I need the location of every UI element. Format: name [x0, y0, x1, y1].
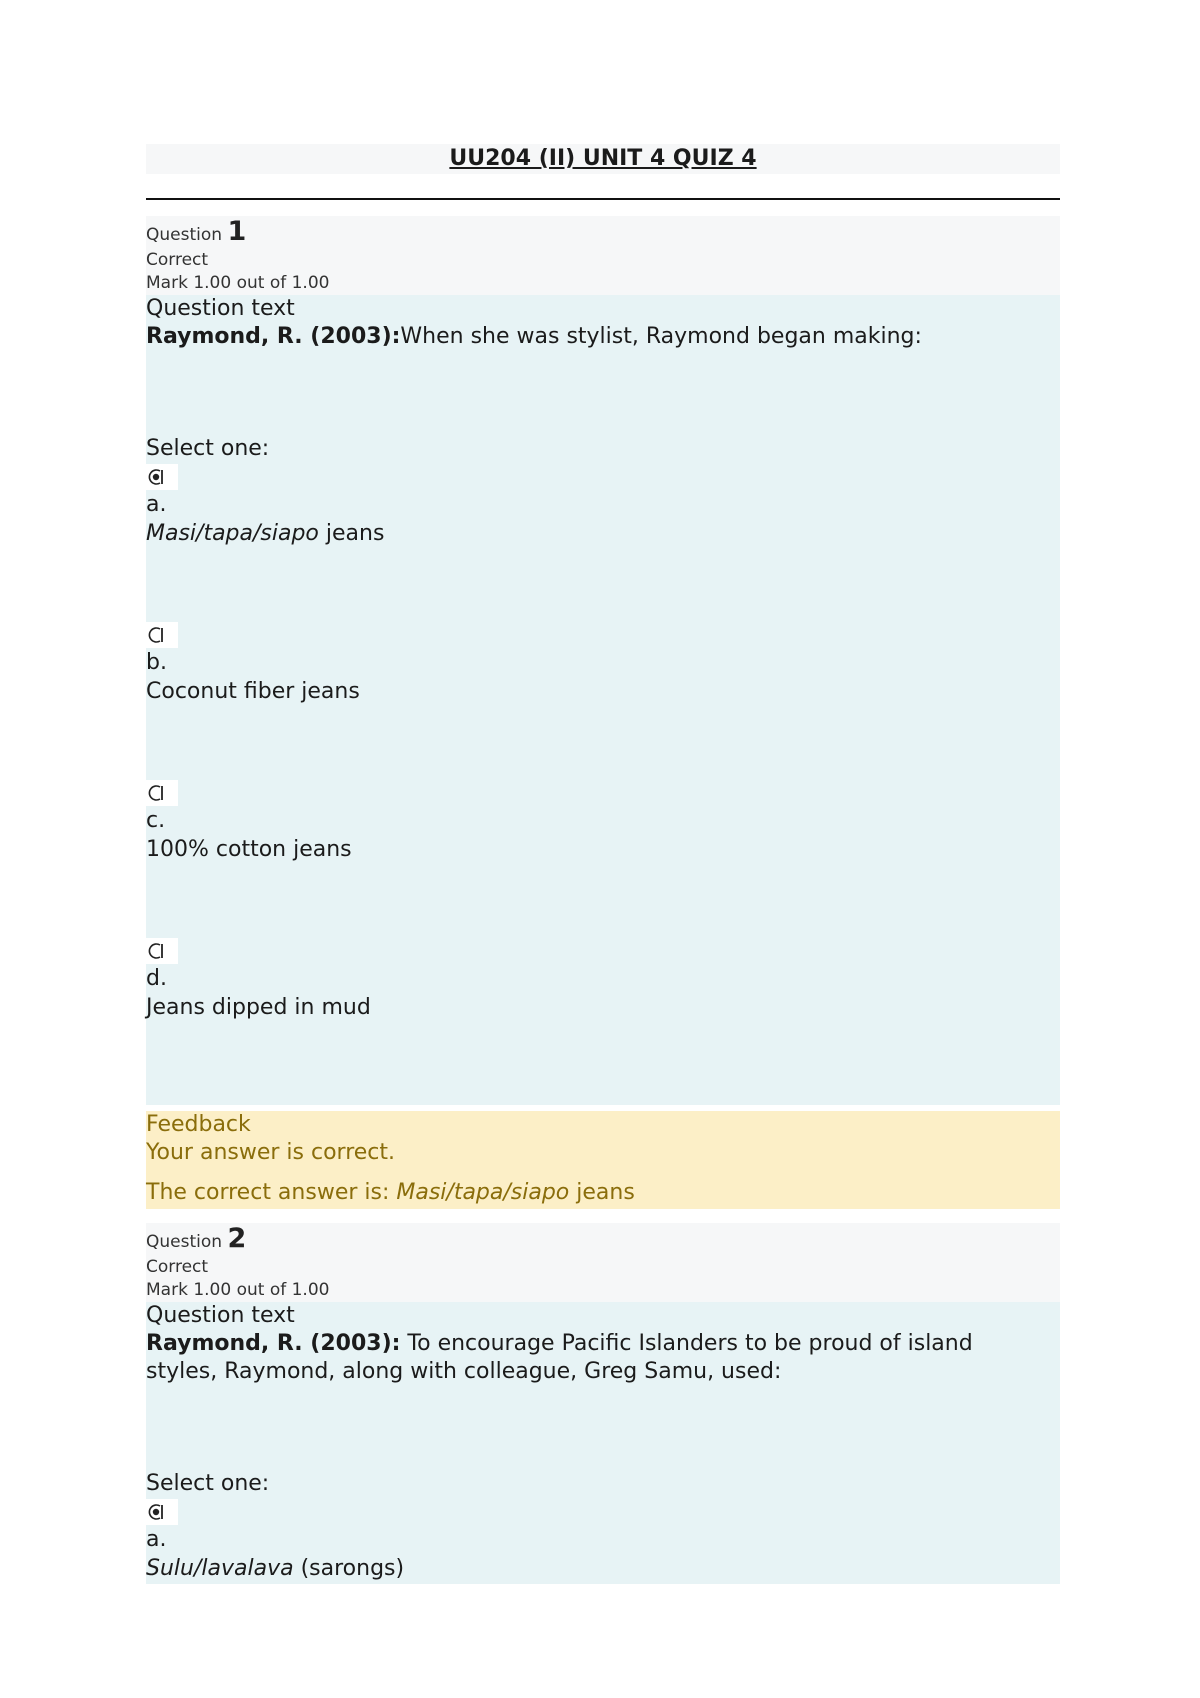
prompt-text-line1: To encourage Pacific Islanders to be proud of island [400, 1331, 973, 1356]
question-number-line [146, 1225, 1060, 1256]
feedback-correct-answer [146, 1179, 1060, 1207]
feedback-answer-suffix: jeans [569, 1180, 635, 1205]
option-text-rest: Jeans dipped in mud [146, 995, 371, 1020]
title-divider [146, 198, 1060, 200]
question-label: Question [146, 225, 223, 245]
feedback-result: Your answer is correct. [146, 1140, 396, 1165]
question-content [146, 1302, 1060, 1584]
question-prompt [146, 1330, 1060, 1358]
option-text-rest: (sarongs) [293, 1556, 405, 1581]
option-text[interactable] [146, 835, 1060, 865]
option-text-italic: Sulu/lavalava [146, 1556, 294, 1581]
radio-button[interactable] [146, 780, 178, 806]
feedback-panel [146, 1111, 1060, 1209]
option-text[interactable] [146, 519, 1060, 549]
question-content [146, 295, 1060, 1105]
feedback-answer-prefix: The correct answer is: [146, 1180, 397, 1205]
radio-button-selected[interactable] [146, 1499, 178, 1525]
option-d-radio-row[interactable] [146, 937, 1060, 965]
question-prompt-continued: styles, Raymond, along with colleague, Greg Samu, used: [146, 1359, 782, 1384]
page-title [146, 144, 1060, 174]
question-number: 2 [227, 1223, 247, 1254]
question-number-line [146, 218, 1060, 249]
question-block-2 [146, 1223, 1060, 1584]
option-text[interactable] [146, 677, 1060, 707]
radio-selected-icon [148, 468, 166, 486]
option-text-rest: jeans [318, 521, 385, 546]
select-one-label: Select one: [146, 1471, 270, 1496]
option-text-rest: 100% cotton jeans [146, 837, 352, 862]
question-block-1 [146, 216, 1060, 1209]
option-letter: b. [146, 650, 167, 675]
radio-unselected-icon [148, 942, 166, 960]
question-number: 1 [227, 216, 247, 247]
quiz-review-page [146, 144, 1060, 1584]
question-mark: Mark 1.00 out of 1.00 [146, 273, 330, 293]
feedback-answer-italic: Masi/tapa/siapo [396, 1180, 570, 1205]
question-text-label: Question text [146, 1303, 295, 1328]
question-label: Question [146, 1232, 223, 1252]
select-one-label: Select one: [146, 436, 270, 461]
option-b-radio-row[interactable] [146, 621, 1060, 649]
option-text[interactable] [146, 1554, 1060, 1584]
option-letter: d. [146, 966, 167, 991]
option-text[interactable] [146, 993, 1060, 1023]
question-info [146, 1223, 1060, 1302]
option-a-radio-row[interactable] [146, 463, 1060, 491]
page-title-text: UU204 (II) UNIT 4 QUIZ 4 [449, 146, 757, 171]
prompt-citation: Raymond, R. (2003): [146, 1331, 401, 1356]
radio-button-selected[interactable] [146, 464, 178, 490]
option-a-radio-row[interactable] [146, 1498, 1060, 1526]
question-prompt [146, 323, 1060, 351]
radio-unselected-icon [148, 784, 166, 802]
radio-selected-icon [148, 1503, 166, 1521]
prompt-citation: Raymond, R. (2003): [146, 324, 401, 349]
option-letter: a. [146, 1527, 167, 1552]
prompt-text: When she was stylist, Raymond began making: [400, 324, 922, 349]
radio-button[interactable] [146, 622, 178, 648]
option-text-italic: Masi/tapa/siapo [146, 521, 319, 546]
feedback-label: Feedback [146, 1112, 251, 1137]
question-state: Correct [146, 1257, 209, 1277]
question-mark: Mark 1.00 out of 1.00 [146, 1280, 330, 1300]
option-letter: a. [146, 492, 167, 517]
question-state: Correct [146, 250, 209, 270]
question-info [146, 216, 1060, 295]
option-text-rest: Coconut fiber jeans [146, 679, 360, 704]
radio-button[interactable] [146, 938, 178, 964]
radio-unselected-icon [148, 626, 166, 644]
option-c-radio-row[interactable] [146, 779, 1060, 807]
question-text-label: Question text [146, 296, 295, 321]
option-letter: c. [146, 808, 166, 833]
